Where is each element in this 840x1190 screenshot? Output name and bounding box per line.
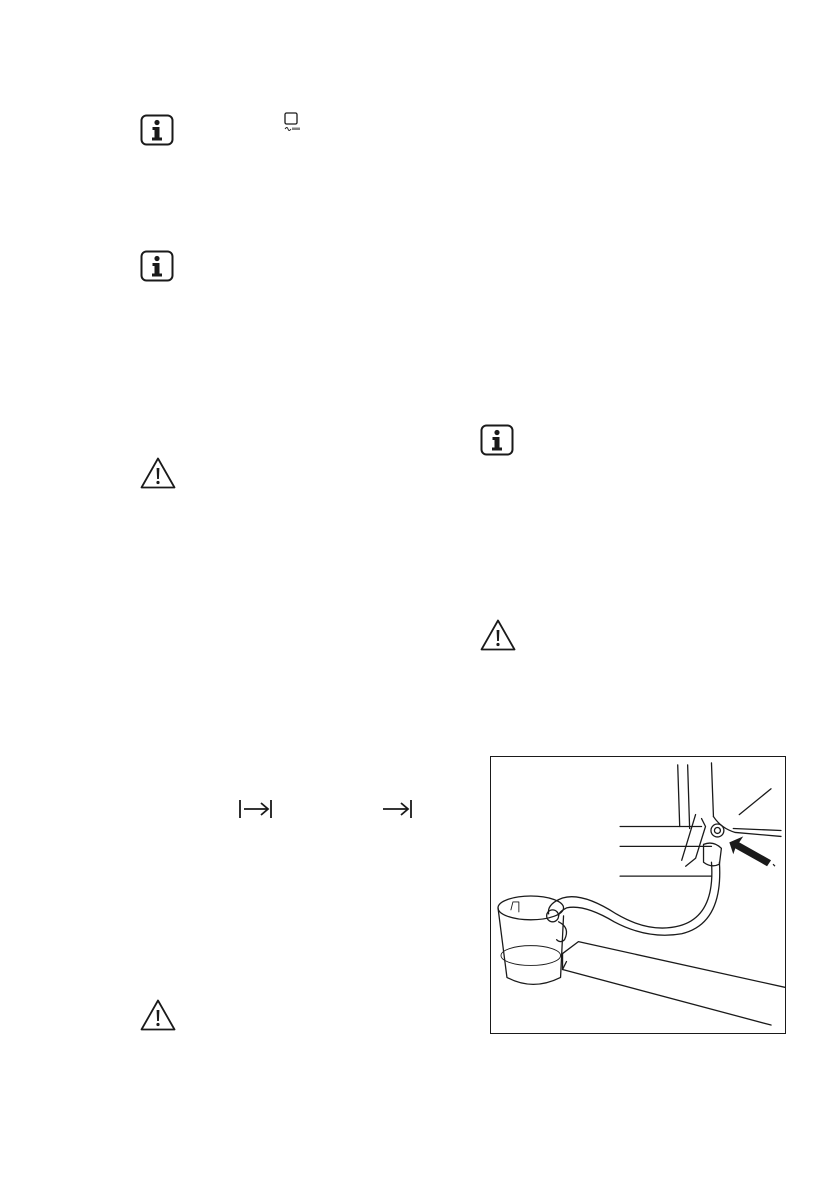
warning-notice-1 bbox=[139, 456, 177, 495]
warning-icon bbox=[479, 618, 517, 652]
warning-icon bbox=[139, 456, 177, 490]
arrow-to-bar-icon bbox=[380, 798, 416, 825]
info-notice-1 bbox=[140, 114, 174, 151]
steam-button-icon bbox=[282, 112, 302, 139]
warning-notice-3 bbox=[479, 618, 517, 657]
cup-rim bbox=[498, 896, 564, 920]
info-icon bbox=[140, 250, 174, 282]
info-icon bbox=[480, 424, 514, 456]
countertop-front bbox=[563, 954, 771, 1025]
info-notice-2 bbox=[140, 250, 174, 287]
drain-hose-diagram bbox=[491, 757, 785, 1033]
drain-hose bbox=[548, 862, 711, 928]
steam-drain-illustration bbox=[490, 756, 786, 1034]
countertop-edge bbox=[563, 942, 785, 988]
warning-notice-2 bbox=[139, 998, 177, 1037]
arrow-to-bar-icon-with-start-bar bbox=[238, 798, 274, 825]
direction-arrow bbox=[729, 836, 771, 866]
warning-icon bbox=[139, 998, 177, 1032]
info-icon bbox=[140, 114, 174, 146]
info-notice-3 bbox=[480, 424, 514, 461]
